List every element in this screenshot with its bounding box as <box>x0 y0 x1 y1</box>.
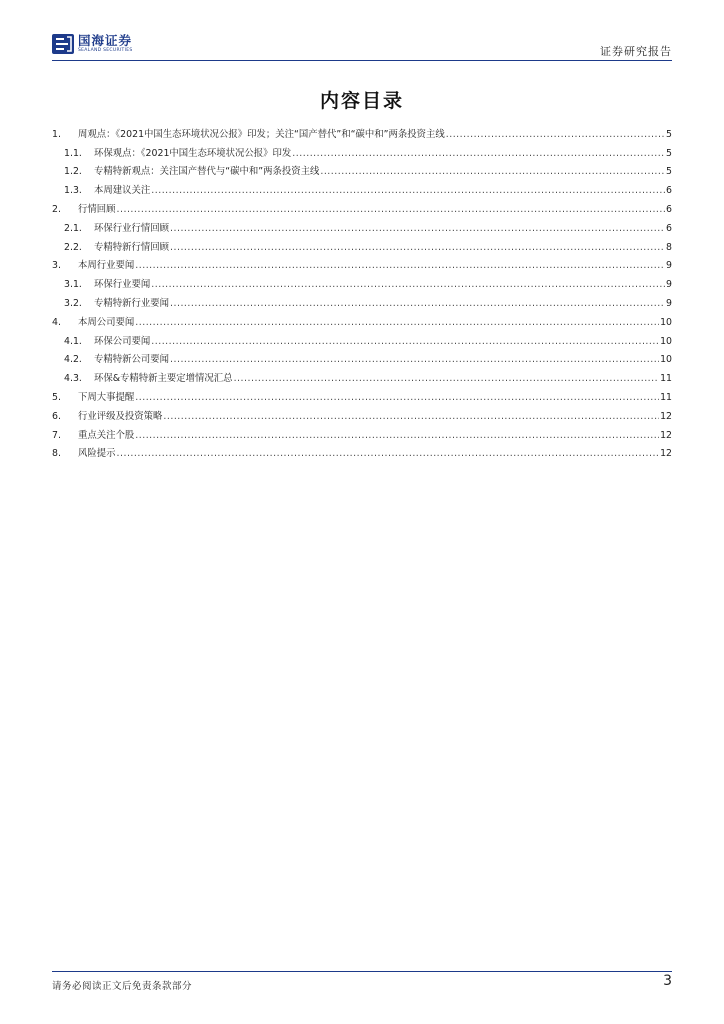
toc-entry-number: 5. <box>52 391 61 403</box>
toc-entry[interactable] <box>52 403 672 422</box>
toc-entry[interactable] <box>52 290 672 309</box>
toc-entry-page: 11 <box>660 373 672 385</box>
toc-entry-title: 环保&专精特新主要定增情况汇总 <box>94 373 233 385</box>
toc-leader-dots <box>151 336 659 347</box>
toc-entry-title: 周观点：《2021中国生态环境状况公报》印发；关注“国产替代”和“碳中和”两条投资主线 <box>78 128 445 140</box>
toc-leader-dots <box>135 392 659 403</box>
toc-leader-dots <box>446 129 665 140</box>
toc-leader-dots <box>170 223 665 234</box>
toc-entry[interactable] <box>52 215 672 234</box>
document-type: 证券研究报告 <box>600 45 672 58</box>
toc-leader-dots <box>170 354 659 365</box>
toc-entry-page: 5 <box>666 147 672 159</box>
toc-entry[interactable] <box>52 441 672 460</box>
brand-name-cn: 国海证券 <box>78 32 133 48</box>
table-of-contents <box>52 121 672 459</box>
toc-leader-dots <box>117 204 666 215</box>
toc-entry-page: 10 <box>660 354 672 366</box>
header-divider <box>52 60 672 61</box>
toc-entry[interactable] <box>52 365 672 384</box>
toc-leader-dots <box>117 448 660 459</box>
toc-title: 内容目录 <box>319 90 404 112</box>
toc-leader-dots <box>163 411 659 422</box>
toc-entry-number: 6. <box>52 410 61 422</box>
toc-entry-title: 本周行业要闻 <box>78 260 135 272</box>
toc-entry-page: 9 <box>666 279 672 291</box>
toc-entry-number: 2.1. <box>64 222 82 234</box>
toc-entry[interactable] <box>52 253 672 272</box>
toc-entry-title: 专精特新行情回顾 <box>94 241 170 253</box>
toc-leader-dots <box>135 317 659 328</box>
toc-entry-number: 3. <box>52 260 61 272</box>
toc-entry[interactable] <box>52 422 672 441</box>
toc-entry-number: 7. <box>52 429 61 441</box>
toc-leader-dots <box>234 373 660 384</box>
toc-entry-number: 1.1. <box>64 147 82 159</box>
toc-leader-dots <box>151 185 665 196</box>
footer-disclaimer: 请务必阅读正文后免责条款部分 <box>52 981 193 992</box>
toc-entry-title: 专精特新行业要闻 <box>94 297 170 309</box>
toc-entry-page: 6 <box>666 222 672 234</box>
toc-entry-number: 4.3. <box>64 373 82 385</box>
toc-entry-page: 12 <box>660 448 672 460</box>
toc-entry-title: 风险提示 <box>78 448 116 460</box>
page-header <box>52 34 672 60</box>
toc-leader-dots <box>292 148 665 159</box>
toc-entry[interactable] <box>52 384 672 403</box>
toc-entry-number: 2.2. <box>64 241 82 253</box>
toc-entry[interactable] <box>52 271 672 290</box>
toc-entry-number: 1. <box>52 128 61 140</box>
toc-leader-dots <box>135 430 659 441</box>
toc-entry-page: 10 <box>660 316 672 328</box>
toc-leader-dots <box>135 260 665 271</box>
toc-entry-number: 4. <box>52 316 61 328</box>
toc-entry-page: 6 <box>666 185 672 197</box>
sealand-logo-icon <box>52 34 74 54</box>
toc-leader-dots <box>170 298 665 309</box>
toc-entry-title: 行业评级及投资策略 <box>78 410 163 422</box>
toc-entry[interactable] <box>52 159 672 178</box>
toc-entry-title: 下周大事提醒 <box>78 391 135 403</box>
toc-entry-title: 专精特新观点：关注国产替代与“碳中和”两条投资主线 <box>94 166 320 178</box>
toc-entry-page: 5 <box>666 128 672 140</box>
page-number: 3 <box>663 973 672 989</box>
toc-entry-title: 本周公司要闻 <box>78 316 135 328</box>
toc-entry[interactable] <box>52 177 672 196</box>
toc-entry-title: 环保行业行情回顾 <box>94 222 170 234</box>
toc-entry[interactable] <box>52 328 672 347</box>
toc-entry[interactable] <box>52 309 672 328</box>
toc-entry-page: 11 <box>660 391 672 403</box>
toc-entry[interactable] <box>52 234 672 253</box>
toc-entry-title: 专精特新公司要闻 <box>94 354 170 366</box>
toc-entry-number: 3.1. <box>64 279 82 291</box>
toc-entry-title: 行情回顾 <box>78 203 116 215</box>
toc-entry-title: 环保行业要闻 <box>94 279 151 291</box>
toc-entry-page: 10 <box>660 335 672 347</box>
toc-entry-number: 2. <box>52 203 61 215</box>
toc-leader-dots <box>170 242 665 253</box>
toc-entry-number: 3.2. <box>64 297 82 309</box>
toc-entry-title: 环保观点：《2021中国生态环境状况公报》印发 <box>94 147 292 159</box>
toc-entry-number: 8. <box>52 448 61 460</box>
footer-divider <box>52 971 672 972</box>
toc-entry[interactable] <box>52 196 672 215</box>
toc-entry[interactable] <box>52 121 672 140</box>
brand-name-en: SEALAND SECURITIES <box>78 48 133 53</box>
toc-entry-number: 4.1. <box>64 335 82 347</box>
toc-entry-page: 12 <box>660 410 672 422</box>
toc-entry-page: 5 <box>666 166 672 178</box>
toc-entry-title: 重点关注个股 <box>78 429 135 441</box>
toc-entry-page: 8 <box>666 241 672 253</box>
toc-entry-page: 6 <box>666 203 672 215</box>
toc-leader-dots <box>151 279 665 290</box>
toc-entry-number: 4.2. <box>64 354 82 366</box>
toc-leader-dots <box>320 166 665 177</box>
toc-entry[interactable] <box>52 140 672 159</box>
toc-entry-number: 1.2. <box>64 166 82 178</box>
toc-entry[interactable] <box>52 347 672 366</box>
toc-entry-page: 9 <box>666 260 672 272</box>
toc-entry-title: 环保公司要闻 <box>94 335 151 347</box>
company-logo <box>52 34 133 54</box>
toc-entry-page: 9 <box>666 297 672 309</box>
toc-entry-title: 本周建议关注 <box>94 185 151 197</box>
toc-entry-page: 12 <box>660 429 672 441</box>
toc-entry-number: 1.3. <box>64 185 82 197</box>
